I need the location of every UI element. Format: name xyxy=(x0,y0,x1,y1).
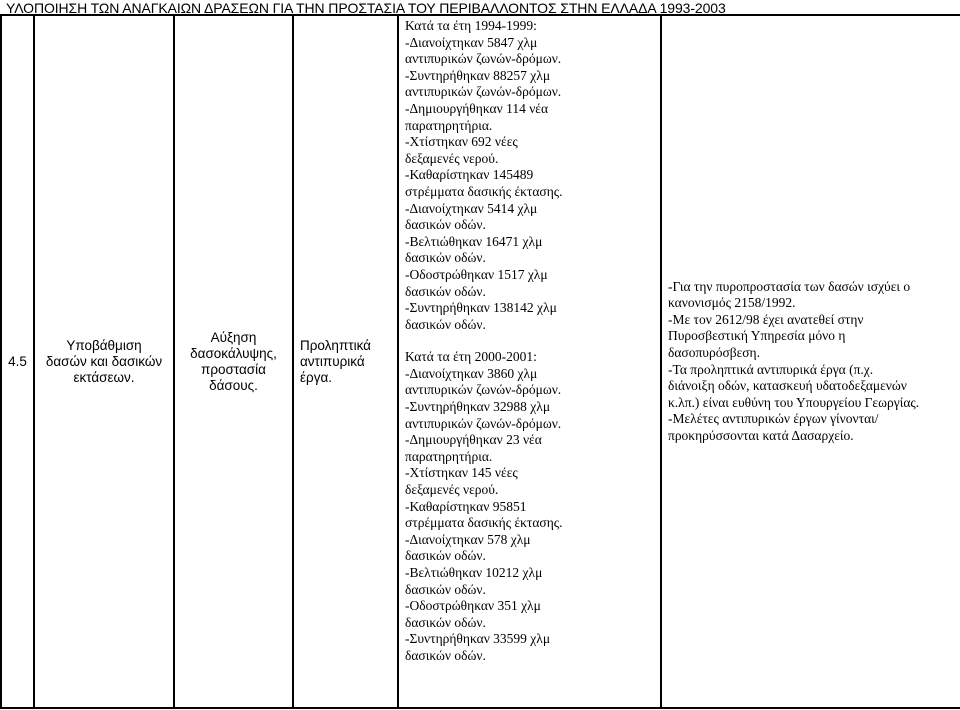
text-line: διάνοιξη οδών, κατασκευή υδατοδεξαμενών xyxy=(668,378,907,394)
text-line: -Διανοίχτηκαν 5847 χλμ xyxy=(405,34,538,50)
text-line: αντιπυρικών ζωνών-δρόμων. xyxy=(405,382,562,398)
text-line: Αύξηση xyxy=(210,329,257,345)
text-line: στρέμματα δασικής έκτασης. xyxy=(405,183,563,199)
text-line: δασοπυρόσβεση. xyxy=(668,344,760,360)
text-line: παρατηρητήρια. xyxy=(405,448,493,464)
text-line: στρέμματα δασικής έκτασης. xyxy=(405,515,563,531)
text-line: δασικών οδών. xyxy=(405,548,486,564)
text-line: -Διανοίχτηκαν 5414 χλμ xyxy=(405,200,538,216)
text-line: δασικών οδών. xyxy=(405,316,486,332)
text-line: εκτάσεων. xyxy=(73,369,135,385)
text-line: -Καθαρίστηκαν 145489 xyxy=(405,167,534,183)
text-line: αντιπυρικών ζωνών-δρόμων. xyxy=(405,84,562,100)
text-line: -Τα προληπτικά αντιπυρικά έργα (π.χ. xyxy=(668,361,874,377)
text-line: δασικών οδών. xyxy=(405,283,486,299)
measure-cell xyxy=(293,15,398,708)
text-line: έργα. xyxy=(300,369,333,385)
text-line: δεξαμενές νερού. xyxy=(405,150,499,166)
text-line: -Συντηρήθηκαν 138142 χλμ xyxy=(405,300,557,316)
text-line: -Οδοστρώθηκαν 351 χλμ xyxy=(405,598,541,614)
text-line: δασοκάλυψης, xyxy=(190,345,277,361)
text-line: -Βελτιώθηκαν 10212 χλμ xyxy=(405,565,543,580)
row-number: 4.5 xyxy=(8,353,27,369)
text-line: -Συντηρήθηκαν 33599 χλμ xyxy=(405,631,551,647)
page-title: ΥΛΟΠΟΙΗΣΗ ΤΩΝ ΑΝΑΓΚΑΙΩΝ ΔΡΑΣΕΩΝ ΓΙΑ ΤΗΝ ΠΡΟΣΤΑΣΙΑ ΤΟΥ ΠΕΡΙΒΑΛΛΟΝΤΟΣ ΣΤΗΝ ΕΛΛΑΔΑ 1993-2003 xyxy=(6,0,726,16)
actions-1994-1999 xyxy=(405,18,660,333)
text-line: αντιπυρικών ζωνών-δρόμων. xyxy=(405,51,562,67)
text-line: -Διανοίχτηκαν 3860 χλμ xyxy=(405,365,538,381)
notes-text xyxy=(668,279,960,445)
text-line: -Μελέτες αντιπυρικών έργων γίνονται/ xyxy=(668,411,879,427)
text-line: κανονισμός 2158/1992. xyxy=(668,295,796,311)
text-line: προστασία xyxy=(201,361,266,377)
text-line: -Συντηρήθηκαν 88257 χλμ xyxy=(405,67,551,83)
text-line: -Δημιουργήθηκαν 114 νέα xyxy=(405,100,549,116)
text-line: -Δημιουργήθηκαν 23 νέα xyxy=(405,432,542,448)
objective-text xyxy=(175,330,292,394)
actions-cell xyxy=(398,15,661,708)
text-line: προκηρύσσονται κατά Δασαρχείο. xyxy=(668,427,854,443)
problem-text xyxy=(35,338,173,386)
text-line: αντιπυρικών ζωνών-δρόμων. xyxy=(405,415,562,431)
text-line: Πυροσβεστική Υπηρεσία μόνο η xyxy=(668,328,846,344)
table-row xyxy=(1,15,960,708)
text-line: δασικών οδών. xyxy=(405,614,486,630)
text-line: Κατά τα έτη 1994-1999: xyxy=(405,18,537,33)
text-line: -Οδοστρώθηκαν 1517 χλμ xyxy=(405,266,548,282)
text-line: Κατά τα έτη 2000-2001: xyxy=(405,349,537,365)
notes-cell xyxy=(661,15,960,708)
text-line: δασικών οδών. xyxy=(405,647,486,663)
text-line: -Βελτιώθηκαν 16471 χλμ xyxy=(405,233,543,249)
objective-cell xyxy=(174,15,293,708)
text-line: δασικών οδών. xyxy=(405,217,486,233)
text-line: δασικών οδών. xyxy=(405,581,486,597)
problem-cell xyxy=(34,15,174,708)
text-line: δεξαμενές νερού. xyxy=(405,482,499,498)
row-number-cell xyxy=(1,15,34,708)
text-line: δασικών οδών. xyxy=(405,250,486,266)
text-line: -Χτίστηκαν 692 νέες xyxy=(405,134,518,150)
text-line: -Χτίστηκαν 145 νέες xyxy=(405,465,518,481)
text-line: δάσους. xyxy=(209,377,258,393)
text-line: κ.λπ.) είναι ευθύνη του Υπουργείου Γεωργίας. xyxy=(668,394,920,410)
text-line: Προληπτικά xyxy=(300,337,371,353)
text-line: -Για την πυροπροστασία των δασών ισχύει ο xyxy=(668,278,911,294)
text-line: -Διανοίχτηκαν 578 χλμ xyxy=(405,531,531,547)
text-line: Υποβάθμιση xyxy=(66,337,142,353)
actions-2000-2001 xyxy=(405,349,660,664)
text-line: αντιπυρικά xyxy=(300,353,365,369)
actions-table xyxy=(0,14,960,709)
text-line: -Καθαρίστηκαν 95851 xyxy=(405,498,527,514)
text-line: παρατηρητήρια. xyxy=(405,117,493,133)
text-line: -Με τον 2612/98 έχει ανατεθεί στην xyxy=(668,311,864,327)
text-line: δασών και δασικών xyxy=(45,353,163,369)
text-line: -Συντηρήθηκαν 32988 χλμ xyxy=(405,399,551,415)
measure-text xyxy=(300,338,397,386)
